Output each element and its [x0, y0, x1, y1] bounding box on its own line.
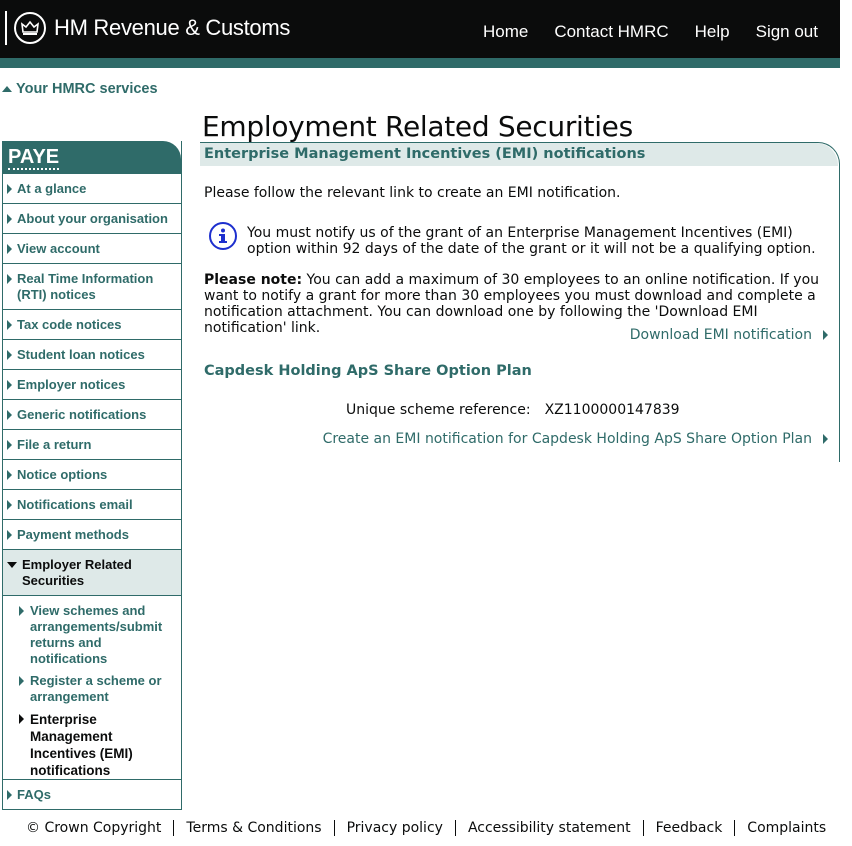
- sidebar-item-faqs[interactable]: [3, 779, 181, 809]
- caret-right-icon: [7, 410, 12, 420]
- sidebar-item-label: Notice options: [17, 467, 108, 482]
- sidebar-item-label: At a glance: [17, 181, 87, 196]
- sidebar-item-generic-notifications[interactable]: [3, 399, 181, 429]
- footer-crown-copyright-link[interactable]: © Crown Copyright: [26, 820, 162, 836]
- footer-complaints-link[interactable]: Complaints: [734, 820, 838, 836]
- sidebar-subitem-label: Register a scheme or arrangement: [30, 673, 162, 704]
- sidebar-item-label: FAQs: [17, 787, 51, 802]
- caret-right-icon: [19, 606, 24, 616]
- info-icon: [209, 222, 237, 250]
- sidebar-title: [3, 141, 181, 173]
- sidebar-item-notice-options[interactable]: [3, 459, 181, 489]
- footer-terms-link[interactable]: Terms & Conditions: [173, 820, 333, 836]
- ref-label: Unique scheme reference:: [346, 402, 531, 418]
- caret-right-icon: [7, 440, 12, 450]
- site-header: [0, 0, 840, 58]
- sidebar-subitem-view-schemes[interactable]: [3, 603, 181, 667]
- sidebar-item-notifications-email[interactable]: [3, 489, 181, 519]
- sidebar: [2, 141, 182, 810]
- nav-contact-link[interactable]: Contact HMRC: [554, 22, 669, 41]
- caret-right-icon: [7, 320, 12, 330]
- caret-right-icon: [7, 380, 12, 390]
- caret-right-icon: [19, 714, 24, 724]
- scheme-name: Capdesk Holding ApS Share Option Plan: [204, 363, 532, 379]
- sidebar-item-label: View account: [17, 241, 100, 256]
- sidebar-item-about-organisation[interactable]: [3, 203, 181, 233]
- brand-name: HM Revenue & Customs: [54, 15, 291, 40]
- footer: [26, 820, 838, 836]
- footer-privacy-link[interactable]: Privacy policy: [334, 820, 455, 836]
- caret-right-icon: [7, 790, 12, 800]
- sidebar-item-label: About your organisation: [17, 211, 168, 226]
- caret-right-icon: [7, 214, 12, 224]
- nav-help-link[interactable]: Help: [694, 22, 730, 41]
- intro-text: Please follow the relevant link to create an EMI notification.: [204, 185, 621, 201]
- caret-right-icon: [7, 184, 12, 194]
- ref-value: XZ1100000147839: [544, 402, 680, 418]
- sidebar-item-file-a-return[interactable]: [3, 429, 181, 459]
- sidebar-item-label: Generic notifications: [17, 407, 147, 422]
- sidebar-title-text: PAYE: [8, 146, 60, 168]
- sidebar-subitem-label: Enterprise Management Incentives (EMI) notifications: [30, 712, 133, 778]
- caret-right-icon: [7, 470, 12, 480]
- sidebar-item-label: Tax code notices: [17, 317, 122, 332]
- caret-right-icon: [7, 274, 12, 284]
- download-link-label: Download EMI notification: [629, 327, 812, 343]
- sidebar-item-employer-related-securities[interactable]: [3, 549, 181, 595]
- note-body: You can add a maximum of 30 employees to an online notification. If you want to notify a grant for more than 30 employees you must download and complete a notification attachment. You can download one by following the 'Download EMI notification' link.: [204, 272, 820, 336]
- panel-title: Enterprise Management Incentives (EMI) notifications: [200, 143, 838, 166]
- services-label: Your HMRC services: [16, 81, 158, 97]
- download-emi-notification-link[interactable]: [630, 327, 828, 343]
- scheme-reference: [346, 402, 680, 418]
- sidebar-item-rti-notices[interactable]: [3, 263, 181, 309]
- footer-accessibility-link[interactable]: Accessibility statement: [455, 820, 643, 836]
- sidebar-subitems: [3, 595, 181, 779]
- footer-feedback-link[interactable]: Feedback: [643, 820, 735, 836]
- caret-right-icon: [7, 350, 12, 360]
- sidebar-item-payment-methods[interactable]: [3, 519, 181, 549]
- sidebar-item-label: Student loan notices: [17, 347, 145, 362]
- caret-down-icon: [7, 562, 17, 568]
- page-title: Employment Related Securities: [202, 110, 633, 143]
- header-stripe: [0, 58, 840, 68]
- sidebar-subitem-label: View schemes and arrangements/submit returns and notifications: [30, 603, 163, 666]
- sidebar-item-student-loan-notices[interactable]: [3, 339, 181, 369]
- sidebar-item-label: Employer notices: [17, 377, 126, 392]
- create-emi-notification-link[interactable]: [323, 431, 828, 447]
- caret-right-icon: [823, 330, 828, 340]
- create-link-label: Create an EMI notification for Capdesk Holding ApS Share Option Plan: [322, 431, 812, 447]
- nav-sign-out-link[interactable]: Sign out: [755, 22, 818, 41]
- sidebar-item-view-account[interactable]: [3, 233, 181, 263]
- sidebar-item-label: File a return: [17, 437, 92, 452]
- sidebar-subitem-emi-notifications[interactable]: [3, 711, 181, 779]
- caret-up-icon: [2, 86, 12, 92]
- sidebar-item-at-a-glance[interactable]: [3, 173, 181, 203]
- logo-divider: [5, 11, 7, 45]
- note-label: Please note:: [204, 272, 303, 288]
- sidebar-item-tax-code-notices[interactable]: [3, 309, 181, 339]
- sidebar-item-label: Payment methods: [17, 527, 129, 542]
- sidebar-subitem-register-scheme[interactable]: [3, 673, 181, 705]
- sidebar-item-label: Notifications email: [17, 497, 133, 512]
- sidebar-item-label: Real Time Information (RTI) notices: [17, 271, 154, 302]
- nav-home-link[interactable]: Home: [482, 22, 529, 41]
- caret-right-icon: [7, 244, 12, 254]
- hmrc-logo[interactable]: [5, 11, 290, 45]
- crown-crest-icon: [14, 12, 46, 44]
- caret-right-icon: [7, 530, 12, 540]
- header-nav: [483, 22, 818, 42]
- sidebar-item-employer-notices[interactable]: [3, 369, 181, 399]
- caret-right-icon: [7, 500, 12, 510]
- sidebar-item-label: Employer Related Securities: [22, 557, 132, 588]
- caret-right-icon: [823, 434, 828, 444]
- caret-right-icon: [19, 676, 24, 686]
- info-text: You must notify us of the grant of an Enterprise Management Incentives (EMI) option within 92 days of the date of the grant or it will not be a qualifying option.: [247, 225, 816, 257]
- your-hmrc-services-link[interactable]: [2, 81, 158, 97]
